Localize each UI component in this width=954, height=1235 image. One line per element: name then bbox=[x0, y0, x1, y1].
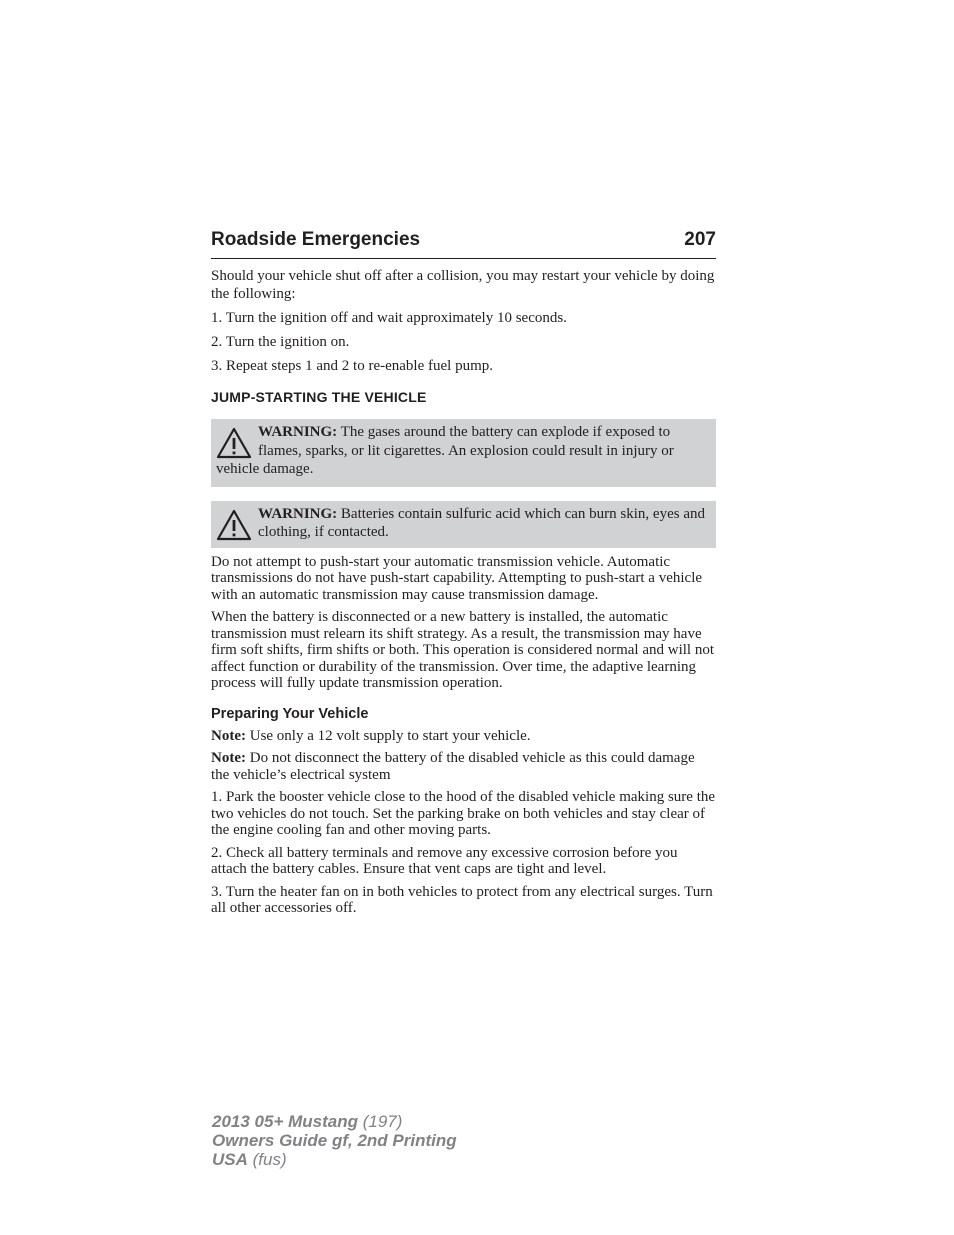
note-text: Do not disconnect the battery of the disabled vehicle as this could damage the vehicle’s electrical system bbox=[211, 750, 695, 783]
prep-step: 1. Park the booster vehicle close to the hood of the disabled vehicle making sure the two vehicles do not touch. Set the parking brake on both vehicles and stay clear of the engine cooling fan and other moving parts. bbox=[211, 789, 716, 838]
note-text: Use only a 12 volt supply to start your vehicle. bbox=[245, 727, 531, 744]
footer-guide: Owners Guide gf, 2nd Printing bbox=[212, 1131, 457, 1150]
warning-triangle-icon bbox=[216, 427, 252, 459]
note bbox=[211, 750, 716, 783]
body-paragraph: Do not attempt to push-start your automatic transmission vehicle. Automatic transmissions do not have push-start capability. Attempting to push-start a vehicle with an automatic transmission may cause transmission damage. bbox=[211, 553, 703, 603]
note-label: Note: bbox=[211, 750, 246, 766]
note-label: Note: bbox=[211, 727, 246, 744]
warning-triangle-icon bbox=[216, 509, 252, 541]
warning-text bbox=[216, 423, 711, 479]
warning-body: Batteries contain sulfuric acid which can burn skin, eyes and clothing, if contacted. bbox=[258, 505, 705, 540]
warning-box bbox=[211, 501, 716, 548]
note bbox=[211, 728, 716, 745]
page-number: 207 bbox=[684, 229, 716, 250]
warning-text bbox=[216, 505, 711, 542]
footer-region: USA bbox=[212, 1150, 248, 1169]
subsection-heading: Preparing Your Vehicle bbox=[211, 705, 369, 722]
page-header bbox=[211, 228, 716, 259]
footer-model: 2013 05+ Mustang bbox=[212, 1112, 358, 1131]
footer-line bbox=[212, 1112, 457, 1131]
warning-label: WARNING: bbox=[258, 505, 338, 522]
prep-step: 2. Check all battery terminals and remove any excessive corrosion before you attach the battery cables. Ensure that vent caps are tight and level. bbox=[211, 844, 678, 877]
warning-box bbox=[211, 419, 716, 487]
footer-model-code: (197) bbox=[358, 1112, 403, 1131]
warning-label: WARNING: bbox=[258, 424, 338, 440]
footer-line bbox=[212, 1150, 457, 1169]
footer-region-code: (fus) bbox=[247, 1150, 287, 1169]
page-title: Roadside Emergencies bbox=[211, 229, 421, 250]
body-paragraph: When the battery is disconnected or a new battery is installed, the automatic transmission must relearn its shift strategy. As a result, the transmission may have firm soft shifts, firm shifts or both. This operation is considered normal and will not affect function or durability of the transmission. Over time, the adaptive learning process will fully update transmission operation. bbox=[211, 609, 714, 691]
warning-body: The gases around the battery can explode if exposed to flames, sparks, or lit cigarettes. An explosion could result in injury or vehicle damage. bbox=[216, 424, 674, 477]
footer bbox=[212, 1112, 457, 1169]
intro-paragraph: Should your vehicle shut off after a collision, you may restart your vehicle by doing the following: bbox=[211, 268, 715, 302]
intro-step: 2. Turn the ignition on. bbox=[211, 334, 350, 350]
footer-line bbox=[212, 1131, 457, 1150]
prep-step: 3. Turn the heater fan on in both vehicles to protect from any electrical surges. Turn all other accessories off. bbox=[211, 883, 713, 916]
intro-step: 3. Repeat steps 1 and 2 to re-enable fuel pump. bbox=[211, 358, 493, 374]
page-content bbox=[211, 228, 716, 923]
intro-step: 1. Turn the ignition off and wait approximately 10 seconds. bbox=[211, 310, 567, 326]
section-heading: JUMP-STARTING THE VEHICLE bbox=[211, 389, 427, 405]
